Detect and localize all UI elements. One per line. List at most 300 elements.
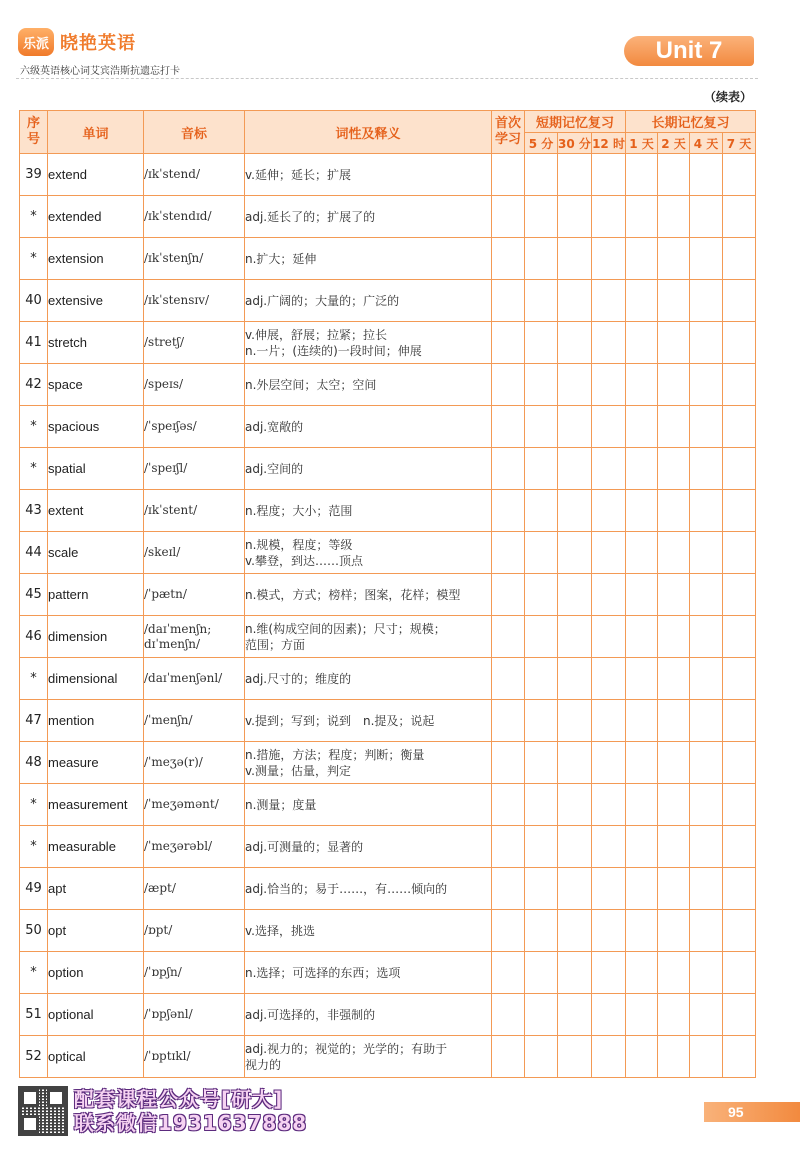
first-study-checkbox[interactable]	[492, 280, 525, 322]
review-checkbox[interactable]	[658, 280, 690, 322]
review-checkbox[interactable]	[658, 784, 690, 826]
review-checkbox[interactable]	[525, 406, 558, 448]
review-checkbox[interactable]	[592, 994, 626, 1036]
row-meaning	[245, 658, 492, 700]
review-checkbox[interactable]	[558, 910, 592, 952]
row-meaning	[245, 280, 492, 322]
review-checkbox[interactable]	[723, 742, 756, 784]
table-row	[20, 322, 756, 364]
review-checkbox[interactable]	[658, 700, 690, 742]
review-checkbox[interactable]	[592, 490, 626, 532]
table-row	[20, 910, 756, 952]
review-checkbox[interactable]	[626, 910, 658, 952]
unit-label: Unit 7	[624, 36, 754, 66]
review-checkbox[interactable]	[592, 742, 626, 784]
first-study-checkbox[interactable]	[492, 490, 525, 532]
row-number: 48	[20, 742, 48, 784]
first-study-checkbox[interactable]	[492, 784, 525, 826]
review-checkbox[interactable]	[723, 1036, 756, 1078]
promo-line-2: 联系微信1931637888	[74, 1111, 308, 1135]
review-checkbox[interactable]	[723, 322, 756, 364]
row-meaning	[245, 616, 492, 658]
header-interval: 1 天	[626, 133, 658, 154]
review-checkbox[interactable]	[690, 952, 723, 994]
row-phonetic: /ɪkˈstend/	[144, 154, 245, 196]
meaning-line: adj.可测量的；显著的	[245, 839, 364, 854]
meaning-line: adj.可选择的，非强制的	[245, 1007, 376, 1022]
review-checkbox[interactable]	[723, 616, 756, 658]
row-meaning	[245, 574, 492, 616]
review-checkbox[interactable]	[626, 868, 658, 910]
review-checkbox[interactable]	[723, 238, 756, 280]
review-checkbox[interactable]	[626, 784, 658, 826]
first-study-checkbox[interactable]	[492, 616, 525, 658]
review-checkbox[interactable]	[626, 700, 658, 742]
review-checkbox[interactable]	[626, 616, 658, 658]
meaning-line: adj.视力的；视觉的；光学的；有助于	[245, 1041, 448, 1056]
review-checkbox[interactable]	[525, 784, 558, 826]
row-phonetic: /ˈmeʒərəbl/	[144, 826, 245, 868]
header-interval: 30 分	[558, 133, 592, 154]
meaning-line: v.延伸；延长；扩展	[245, 167, 351, 182]
review-checkbox[interactable]	[658, 994, 690, 1036]
row-phonetic: /ˈmeʒə(r)/	[144, 742, 245, 784]
review-checkbox[interactable]	[626, 364, 658, 406]
header-interval: 12 时	[592, 133, 626, 154]
review-checkbox[interactable]	[626, 448, 658, 490]
review-checkbox[interactable]	[690, 826, 723, 868]
review-checkbox[interactable]	[558, 658, 592, 700]
review-checkbox[interactable]	[690, 322, 723, 364]
review-checkbox[interactable]	[723, 910, 756, 952]
row-word: extend	[48, 154, 144, 196]
table-row	[20, 154, 756, 196]
row-number: 49	[20, 868, 48, 910]
review-checkbox[interactable]	[690, 784, 723, 826]
review-checkbox[interactable]	[592, 1036, 626, 1078]
review-checkbox[interactable]	[658, 406, 690, 448]
row-word: measurable	[48, 826, 144, 868]
review-checkbox[interactable]	[525, 322, 558, 364]
review-checkbox[interactable]	[723, 658, 756, 700]
review-checkbox[interactable]	[690, 490, 723, 532]
review-checkbox[interactable]	[690, 154, 723, 196]
row-meaning	[245, 154, 492, 196]
first-study-checkbox[interactable]	[492, 532, 525, 574]
table-row	[20, 280, 756, 322]
first-study-checkbox[interactable]	[492, 700, 525, 742]
row-phonetic	[144, 616, 245, 658]
review-checkbox[interactable]	[690, 364, 723, 406]
review-checkbox[interactable]	[658, 238, 690, 280]
review-checkbox[interactable]	[558, 994, 592, 1036]
table-row	[20, 742, 756, 784]
row-number: *	[20, 784, 48, 826]
row-number: 39	[20, 154, 48, 196]
header-divider	[16, 78, 758, 79]
book-subtitle: 六级英语核心词艾宾浩斯抗遗忘打卡	[20, 66, 180, 77]
review-checkbox[interactable]	[626, 952, 658, 994]
table-row	[20, 490, 756, 532]
first-study-checkbox[interactable]	[492, 868, 525, 910]
review-checkbox[interactable]	[525, 742, 558, 784]
row-word: opt	[48, 910, 144, 952]
review-checkbox[interactable]	[592, 322, 626, 364]
review-checkbox[interactable]	[626, 406, 658, 448]
review-checkbox[interactable]	[690, 868, 723, 910]
row-phonetic: /ˈmenʃn/	[144, 700, 245, 742]
review-checkbox[interactable]	[558, 700, 592, 742]
review-checkbox[interactable]	[723, 994, 756, 1036]
review-checkbox[interactable]	[690, 280, 723, 322]
vocabulary-rows	[20, 154, 756, 1078]
review-checkbox[interactable]	[690, 574, 723, 616]
first-study-checkbox[interactable]	[492, 364, 525, 406]
meaning-line: adj.尺寸的；维度的	[245, 671, 352, 686]
first-study-checkbox[interactable]	[492, 154, 525, 196]
row-number: *	[20, 196, 48, 238]
review-checkbox[interactable]	[723, 868, 756, 910]
row-meaning	[245, 952, 492, 994]
row-word: pattern	[48, 574, 144, 616]
review-checkbox[interactable]	[558, 154, 592, 196]
review-checkbox[interactable]	[525, 364, 558, 406]
phonetic-line: dɪˈmenʃn/	[144, 636, 201, 651]
review-checkbox[interactable]	[592, 616, 626, 658]
review-checkbox[interactable]	[658, 616, 690, 658]
review-checkbox[interactable]	[525, 700, 558, 742]
review-checkbox[interactable]	[723, 448, 756, 490]
review-checkbox[interactable]	[658, 364, 690, 406]
review-checkbox[interactable]	[690, 658, 723, 700]
review-checkbox[interactable]	[626, 994, 658, 1036]
row-phonetic: /speɪs/	[144, 364, 245, 406]
review-checkbox[interactable]	[525, 196, 558, 238]
review-checkbox[interactable]	[626, 826, 658, 868]
header-interval: 4 天	[690, 133, 723, 154]
review-checkbox[interactable]	[592, 448, 626, 490]
meaning-line: adj.空间的	[245, 461, 304, 476]
vocabulary-table	[19, 110, 756, 1078]
review-checkbox[interactable]	[626, 154, 658, 196]
meaning-line: n.措施，方法；程度；判断；衡量	[245, 747, 425, 762]
row-number: 46	[20, 616, 48, 658]
review-checkbox[interactable]	[690, 196, 723, 238]
review-checkbox[interactable]	[723, 280, 756, 322]
review-checkbox[interactable]	[558, 574, 592, 616]
review-checkbox[interactable]	[723, 406, 756, 448]
meaning-line: n.模式，方式；榜样；图案，花样；模型	[245, 587, 461, 602]
review-checkbox[interactable]	[592, 910, 626, 952]
row-meaning	[245, 826, 492, 868]
meaning-line: n.程度；大小；范围	[245, 503, 353, 518]
row-word: space	[48, 364, 144, 406]
header-interval: 7 天	[723, 133, 756, 154]
review-checkbox[interactable]	[525, 868, 558, 910]
meaning-line: n.扩大；延伸	[245, 251, 317, 266]
row-phonetic: /daɪˈmenʃənl/	[144, 658, 245, 700]
review-checkbox[interactable]	[558, 952, 592, 994]
review-checkbox[interactable]	[723, 154, 756, 196]
review-checkbox[interactable]	[558, 322, 592, 364]
row-number: 41	[20, 322, 48, 364]
review-checkbox[interactable]	[690, 994, 723, 1036]
table-row	[20, 532, 756, 574]
row-phonetic: /ɪkˈstensɪv/	[144, 280, 245, 322]
review-checkbox[interactable]	[658, 658, 690, 700]
meaning-line: n.一片；(连续的)一段时间；伸展	[245, 343, 422, 358]
review-checkbox[interactable]	[592, 154, 626, 196]
review-checkbox[interactable]	[558, 238, 592, 280]
review-checkbox[interactable]	[658, 910, 690, 952]
review-checkbox[interactable]	[658, 490, 690, 532]
review-checkbox[interactable]	[558, 280, 592, 322]
review-checkbox[interactable]	[592, 364, 626, 406]
review-checkbox[interactable]	[690, 700, 723, 742]
review-checkbox[interactable]	[723, 532, 756, 574]
review-checkbox[interactable]	[658, 154, 690, 196]
row-number: *	[20, 658, 48, 700]
meaning-line: adj.恰当的；易于……，有……倾向的	[245, 881, 448, 896]
review-checkbox[interactable]	[723, 574, 756, 616]
review-checkbox[interactable]	[592, 574, 626, 616]
row-number: *	[20, 826, 48, 868]
review-checkbox[interactable]	[658, 952, 690, 994]
review-checkbox[interactable]	[558, 742, 592, 784]
review-checkbox[interactable]	[558, 532, 592, 574]
review-checkbox[interactable]	[723, 826, 756, 868]
review-checkbox[interactable]	[658, 826, 690, 868]
row-phonetic: /ɒpt/	[144, 910, 245, 952]
meaning-line: v.攀登，到达……顶点	[245, 553, 363, 568]
qr-code-icon[interactable]	[18, 1086, 68, 1136]
review-checkbox[interactable]	[626, 532, 658, 574]
review-checkbox[interactable]	[592, 700, 626, 742]
row-number: *	[20, 406, 48, 448]
promo-footer	[18, 1086, 307, 1136]
row-word: measure	[48, 742, 144, 784]
review-checkbox[interactable]	[558, 448, 592, 490]
first-study-checkbox[interactable]	[492, 826, 525, 868]
row-phonetic: /ˈspeɪʃəs/	[144, 406, 245, 448]
first-study-checkbox[interactable]	[492, 448, 525, 490]
review-checkbox[interactable]	[558, 616, 592, 658]
brand-logo	[18, 28, 136, 56]
review-checkbox[interactable]	[592, 952, 626, 994]
review-checkbox[interactable]	[525, 826, 558, 868]
review-checkbox[interactable]	[525, 994, 558, 1036]
row-meaning	[245, 406, 492, 448]
review-checkbox[interactable]	[525, 280, 558, 322]
review-checkbox[interactable]	[525, 952, 558, 994]
review-checkbox[interactable]	[558, 868, 592, 910]
review-checkbox[interactable]	[525, 574, 558, 616]
table-row	[20, 868, 756, 910]
review-checkbox[interactable]	[658, 1036, 690, 1078]
review-checkbox[interactable]	[592, 868, 626, 910]
first-study-checkbox[interactable]	[492, 322, 525, 364]
row-meaning	[245, 868, 492, 910]
row-word: optional	[48, 994, 144, 1036]
meaning-line: v.选择，挑选	[245, 923, 315, 938]
header-interval: 5 分	[525, 133, 558, 154]
first-study-checkbox[interactable]	[492, 406, 525, 448]
review-checkbox[interactable]	[723, 952, 756, 994]
review-checkbox[interactable]	[525, 1036, 558, 1078]
row-number: 45	[20, 574, 48, 616]
table-row	[20, 364, 756, 406]
brand-name: 晓艳英语	[60, 33, 136, 54]
meaning-line: 视力的	[245, 1057, 282, 1072]
first-study-checkbox[interactable]	[492, 238, 525, 280]
review-checkbox[interactable]	[558, 1036, 592, 1078]
row-word: spacious	[48, 406, 144, 448]
row-meaning	[245, 910, 492, 952]
row-meaning	[245, 784, 492, 826]
first-study-checkbox[interactable]	[492, 574, 525, 616]
meaning-line: adj.宽敞的	[245, 419, 304, 434]
review-checkbox[interactable]	[592, 280, 626, 322]
row-number: 42	[20, 364, 48, 406]
review-checkbox[interactable]	[626, 196, 658, 238]
row-phonetic: /ˈpætn/	[144, 574, 245, 616]
meaning-line: v.测量；估量，判定	[245, 763, 351, 778]
review-checkbox[interactable]	[592, 532, 626, 574]
review-checkbox[interactable]	[658, 448, 690, 490]
row-meaning	[245, 532, 492, 574]
review-checkbox[interactable]	[723, 700, 756, 742]
review-checkbox[interactable]	[592, 784, 626, 826]
first-study-checkbox[interactable]	[492, 196, 525, 238]
row-meaning	[245, 994, 492, 1036]
review-checkbox[interactable]	[525, 658, 558, 700]
row-meaning	[245, 490, 492, 532]
row-word: measurement	[48, 784, 144, 826]
table-row	[20, 994, 756, 1036]
review-checkbox[interactable]	[592, 238, 626, 280]
review-checkbox[interactable]	[626, 238, 658, 280]
first-study-checkbox[interactable]	[492, 742, 525, 784]
first-study-checkbox[interactable]	[492, 952, 525, 994]
meaning-line: v.提到；写到；说到 n.提及；说起	[245, 713, 435, 728]
meaning-line: n.选择；可选择的东西；选项	[245, 965, 401, 980]
row-phonetic: /æpt/	[144, 868, 245, 910]
first-study-checkbox[interactable]	[492, 994, 525, 1036]
review-checkbox[interactable]	[626, 280, 658, 322]
promo-line-1: 配套课程公众号[研大]	[74, 1087, 284, 1111]
row-word: extensive	[48, 280, 144, 322]
review-checkbox[interactable]	[658, 742, 690, 784]
header-phonetic: 音标	[144, 111, 245, 154]
row-word: option	[48, 952, 144, 994]
review-checkbox[interactable]	[525, 910, 558, 952]
table-row	[20, 448, 756, 490]
review-checkbox[interactable]	[525, 616, 558, 658]
header-meaning: 词性及释义	[245, 111, 492, 154]
review-checkbox[interactable]	[723, 490, 756, 532]
row-meaning	[245, 238, 492, 280]
row-word: extent	[48, 490, 144, 532]
meaning-line: adj.广阔的；大量的；广泛的	[245, 293, 400, 308]
review-checkbox[interactable]	[525, 154, 558, 196]
review-checkbox[interactable]	[723, 364, 756, 406]
table-row	[20, 196, 756, 238]
review-checkbox[interactable]	[592, 196, 626, 238]
review-checkbox[interactable]	[690, 406, 723, 448]
meaning-line: n.维(构成空间的因素)；尺寸；规模；	[245, 621, 446, 636]
review-checkbox[interactable]	[525, 238, 558, 280]
table-row	[20, 826, 756, 868]
header-short-term: 短期记忆复习	[525, 111, 626, 133]
review-checkbox[interactable]	[558, 826, 592, 868]
review-checkbox[interactable]	[690, 238, 723, 280]
review-checkbox[interactable]	[690, 616, 723, 658]
review-checkbox[interactable]	[558, 196, 592, 238]
review-checkbox[interactable]	[558, 364, 592, 406]
review-checkbox[interactable]	[525, 448, 558, 490]
review-checkbox[interactable]	[592, 406, 626, 448]
row-word: apt	[48, 868, 144, 910]
first-study-checkbox[interactable]	[492, 658, 525, 700]
row-word: spatial	[48, 448, 144, 490]
row-word: mention	[48, 700, 144, 742]
review-checkbox[interactable]	[658, 532, 690, 574]
first-study-checkbox[interactable]	[492, 1036, 525, 1078]
review-checkbox[interactable]	[558, 490, 592, 532]
review-checkbox[interactable]	[658, 322, 690, 364]
header-interval: 2 天	[658, 133, 690, 154]
review-checkbox[interactable]	[690, 742, 723, 784]
phonetic-line: /daɪˈmenʃn;	[144, 621, 212, 636]
row-meaning	[245, 448, 492, 490]
row-number: 47	[20, 700, 48, 742]
row-number: 44	[20, 532, 48, 574]
review-checkbox[interactable]	[658, 868, 690, 910]
promo-text	[74, 1087, 307, 1135]
header-num: 序 号	[20, 111, 48, 154]
review-checkbox[interactable]	[626, 322, 658, 364]
review-checkbox[interactable]	[592, 658, 626, 700]
row-phonetic: /ˈɒpʃənl/	[144, 994, 245, 1036]
review-checkbox[interactable]	[558, 784, 592, 826]
meaning-line: n.测量；度量	[245, 797, 317, 812]
meaning-line: n.外层空间；太空；空间	[245, 377, 377, 392]
row-number: 50	[20, 910, 48, 952]
review-checkbox[interactable]	[723, 784, 756, 826]
table-row	[20, 700, 756, 742]
review-checkbox[interactable]	[626, 742, 658, 784]
review-checkbox[interactable]	[723, 196, 756, 238]
review-checkbox[interactable]	[690, 1036, 723, 1078]
review-checkbox[interactable]	[525, 532, 558, 574]
review-checkbox[interactable]	[558, 406, 592, 448]
review-checkbox[interactable]	[690, 910, 723, 952]
review-checkbox[interactable]	[658, 196, 690, 238]
review-checkbox[interactable]	[626, 658, 658, 700]
first-study-checkbox[interactable]	[492, 910, 525, 952]
row-phonetic: /ˈɒpʃn/	[144, 952, 245, 994]
review-checkbox[interactable]	[592, 826, 626, 868]
meaning-line: n.规模，程度；等级	[245, 537, 353, 552]
review-checkbox[interactable]	[626, 490, 658, 532]
review-checkbox[interactable]	[626, 574, 658, 616]
review-checkbox[interactable]	[525, 490, 558, 532]
review-checkbox[interactable]	[626, 1036, 658, 1078]
row-number: 52	[20, 1036, 48, 1078]
review-checkbox[interactable]	[690, 448, 723, 490]
review-checkbox[interactable]	[658, 574, 690, 616]
review-checkbox[interactable]	[690, 532, 723, 574]
